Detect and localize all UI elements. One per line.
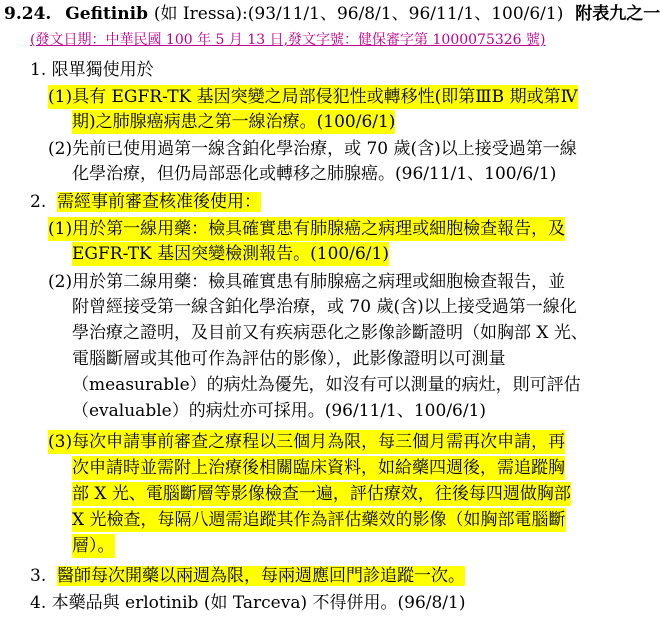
item-2-3-line-1: (3)每次申請事前審查之療程以三個月為限，每三個月需再次申請，再 (48, 432, 566, 452)
item-4: 4. 本藥品與 erlotinib (如 Tarceva) 不得併用。(96/8/1) (30, 593, 466, 613)
item-3-text: 醫師每次開藥以兩週為限，每兩週應回門診追蹤一次。 (57, 566, 466, 586)
item-2-2-line-5: （measurable）的病灶為優先，如沒有可以測量的病灶，則可評估 (72, 375, 581, 395)
item-1-1-line-1: (1)具有 EGFR-TK 基因突變之局部侵犯性或轉移性(即第ⅢB 期或第Ⅳ (48, 87, 578, 107)
item-2-1-line-1: (1)用於第一線用藥：檢具確實患有肺腺癌之病理或細胞檢查報告，及 (48, 219, 566, 239)
item-2-number: 2. (30, 192, 58, 212)
drug-paren: (如 Iressa):(93/11/1、96/8/1、96/11/1、100/6/1) (153, 4, 564, 24)
item-1-2-line-1: (2)先前已使用過第一線含鉑化學治療，或 70 歲(含)以上接受過第一線 (48, 139, 577, 159)
item-2-3-line-4: X 光檢查，每隔八週需追蹤其作為評估藥效的影像（如胸部電腦斷 (72, 510, 566, 530)
item-3 (30, 564, 465, 588)
item-2-heading-text: 需經事前審查核准後使用： (57, 192, 262, 212)
item-2-heading (30, 190, 261, 214)
item-2-3-line-5: 層）。 (72, 536, 115, 556)
item-2-2-line-3: 學治療之證明，及目前又有疾病惡化之影像診斷證明（如胸部 X 光、 (72, 323, 588, 343)
section-number: 9.24. (4, 4, 52, 24)
item-3-number: 3. (30, 566, 58, 586)
item-1-1-line-2: 期)之肺腺癌病患之第一線治療。(100/6/1) (72, 112, 396, 132)
item-2-2-line-1: (2)用於第二線用藥：檢具確實患有肺腺癌之病理或細胞檢查報告，並 (48, 272, 566, 292)
item-2-2-line-2: 附曾經接受第一線含鉑化學治療，或 70 歲(含)以上接受過第一線化 (72, 297, 577, 317)
item-2-1-line-2: EGFR-TK 基因突變檢測報告。(100/6/1) (72, 244, 389, 264)
section-title (4, 2, 660, 26)
item-2-3-line-3: 部 X 光、電腦斷層等影像檢查一遍，評估療效，往後每四週做胸部 (72, 484, 571, 504)
item-2-2-line-4: 電腦斷層或其他可作為評估的影像），此影像證明以可測量 (72, 349, 506, 369)
item-1-heading: 1. 限單獨使用於 (30, 60, 154, 80)
drug-name: Gefitinib (65, 4, 148, 24)
appendix-ref: 附表九之一 (575, 4, 660, 24)
issue-notice: (發文日期：中華民國 100 年 5 月 13 日,發文字號：健保審字第 1000075326 號) (30, 32, 546, 48)
item-1-2-line-2: 化學治療，但仍局部惡化或轉移之肺腺癌。(96/11/1、100/6/1) (72, 164, 557, 184)
item-2-3-line-2: 次申請時並需附上治療後相關臨床資料，如給藥四週後，需追蹤胸 (72, 458, 565, 478)
item-2-2-line-6: （evaluable）的病灶亦可採用。(96/11/1、100/6/1) (72, 401, 487, 421)
